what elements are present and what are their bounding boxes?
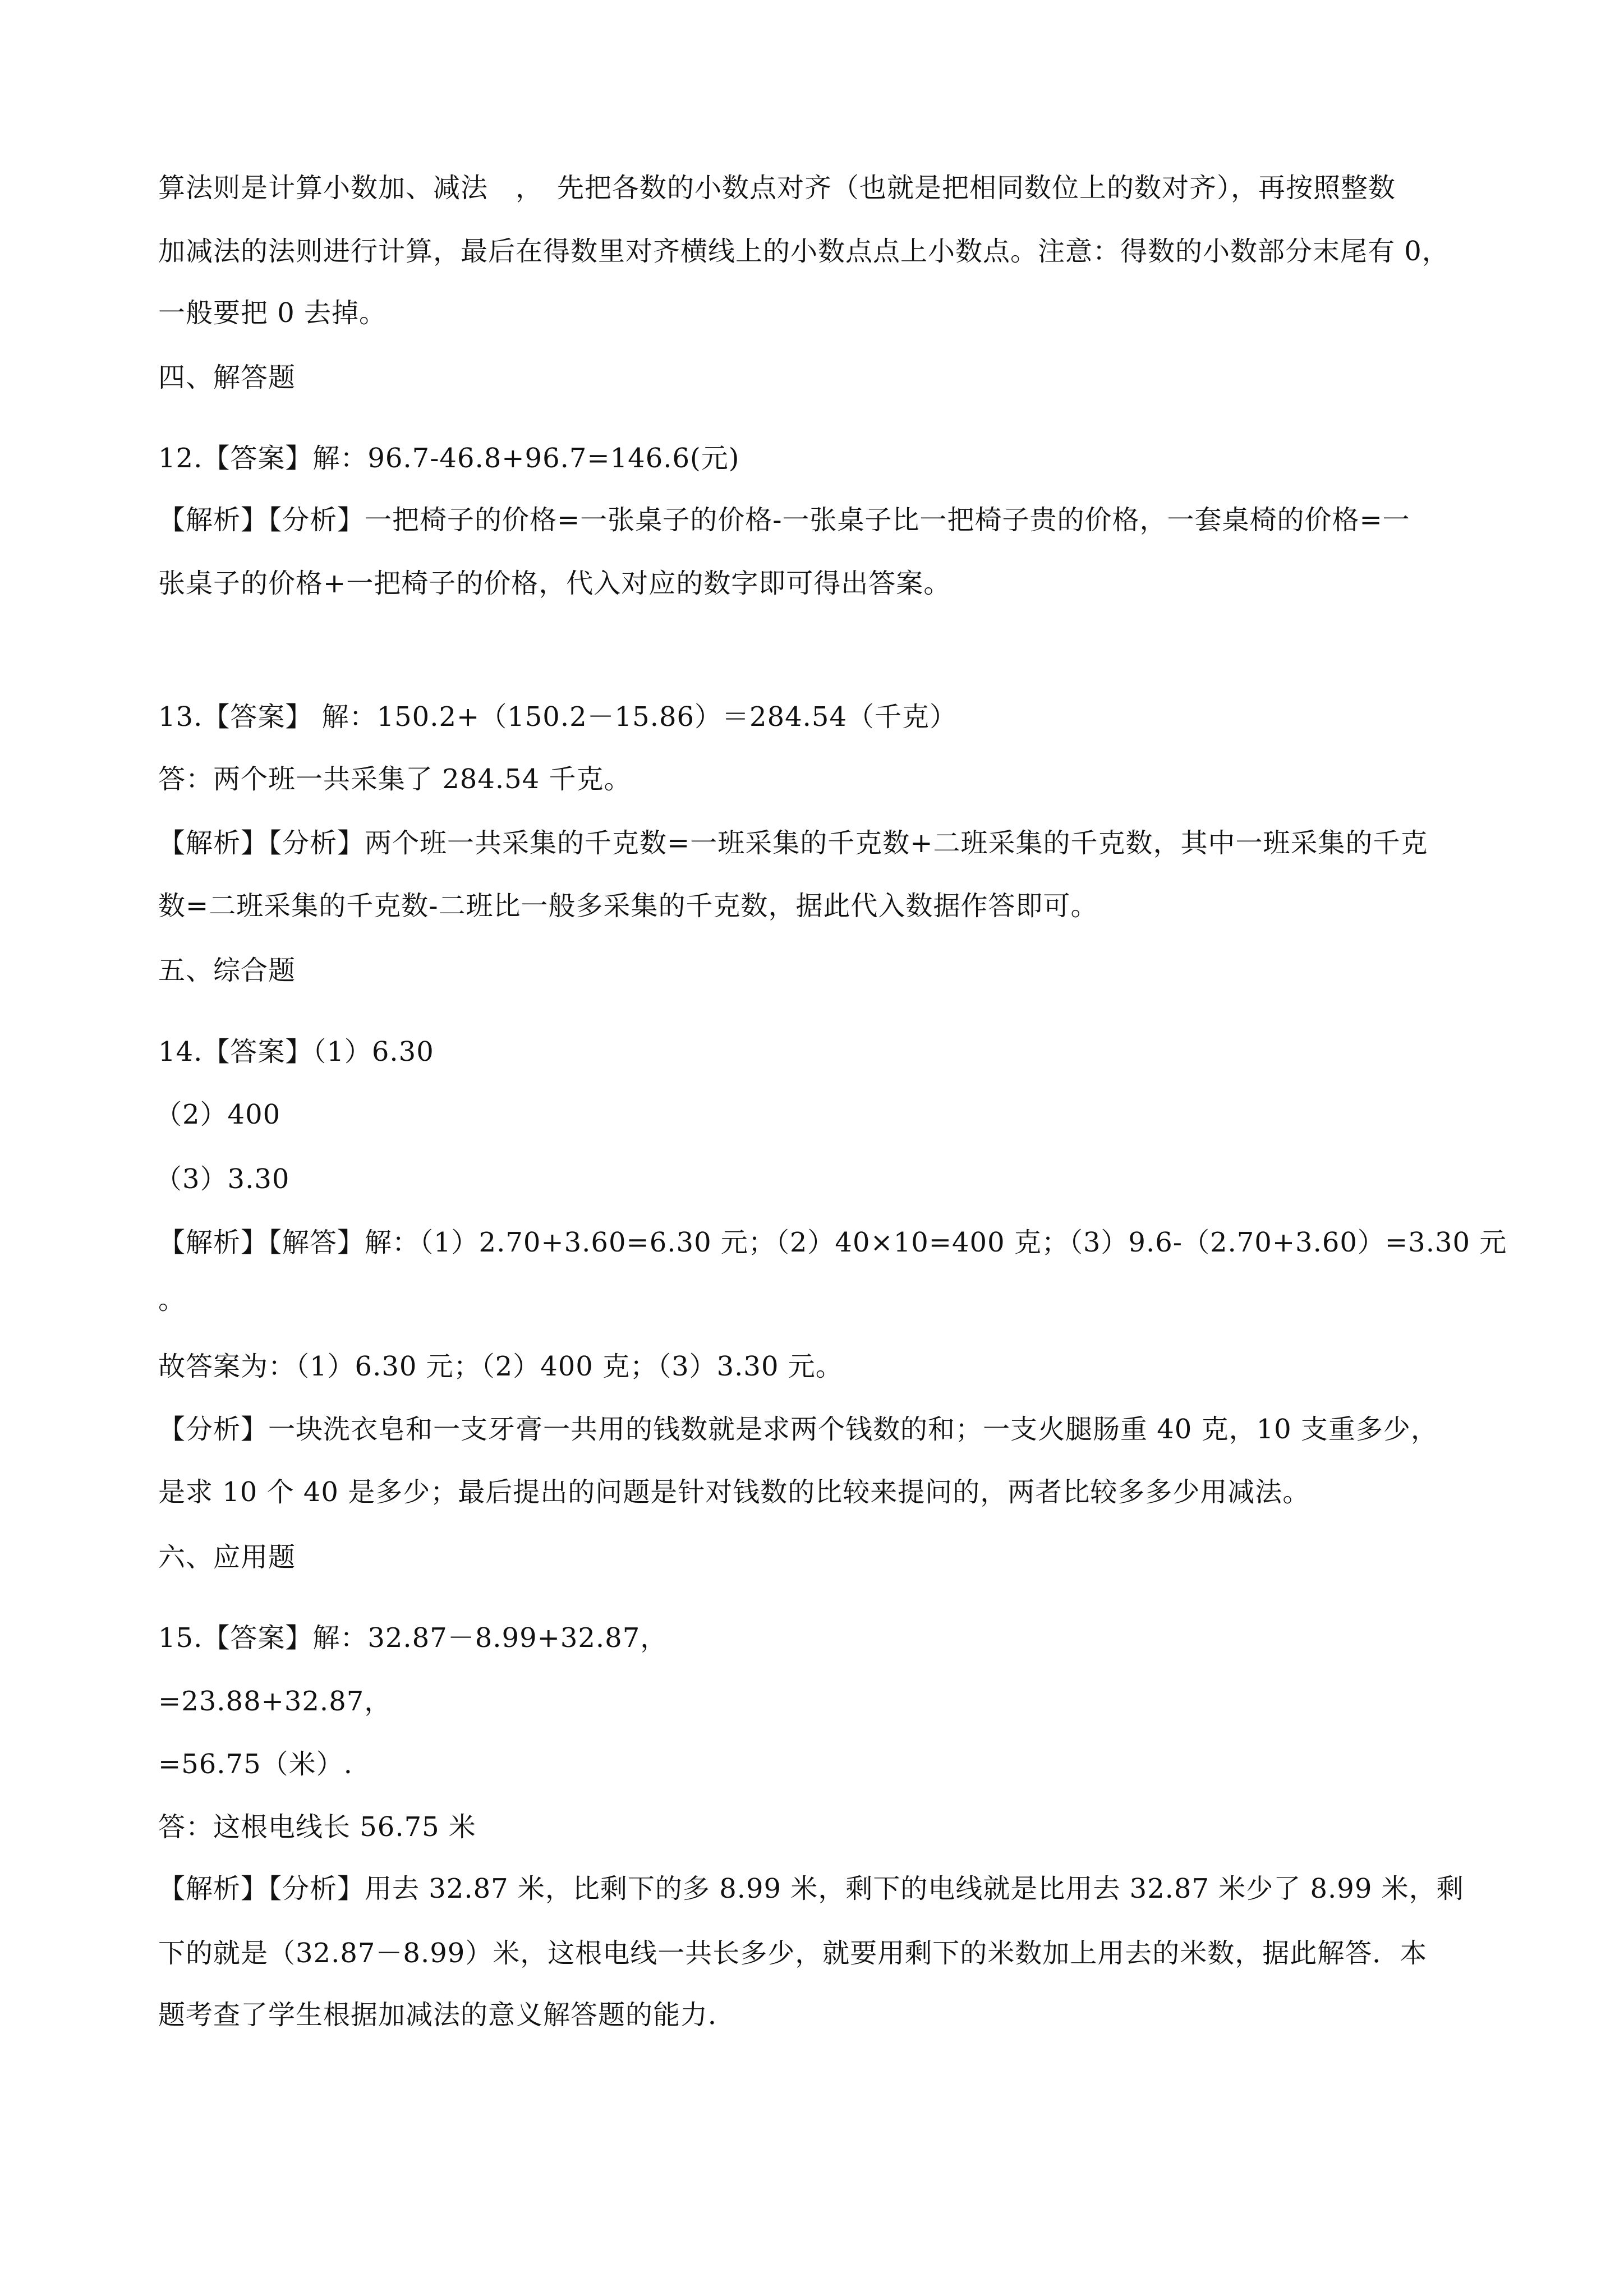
answer-line: 15.【答案】解：32.87－8.99+32.87， xyxy=(158,1622,668,1654)
text-line: 加减法的法则进行计算，最后在得数里对齐横线上的小数点点上小数点。注意：得数的小数部分末尾有 0， xyxy=(158,236,1450,267)
answer-line: 14.【答案】（1）6.30 xyxy=(158,1036,434,1068)
section-heading: 六、应用题 xyxy=(158,1542,296,1573)
text-line: 。 xyxy=(158,1284,186,1315)
text-line: 算法则是计算小数加、减法 ， 先把各数的小数点对齐（也就是把相同数位上的数对齐），再按照整数 xyxy=(158,172,1396,204)
answer-line: 13.【答案】 解：150.2+（150.2－15.86）＝284.54（千克） xyxy=(158,701,958,733)
analysis-line: 张桌子的价格+一把椅子的价格，代入对应的数字即可得出答案。 xyxy=(158,568,951,599)
section-heading: 五、综合题 xyxy=(158,955,296,986)
text-line: 答：两个班一共采集了 284.54 千克。 xyxy=(158,763,632,795)
text-line: 一般要把 0 去掉。 xyxy=(158,297,387,329)
analysis-line: 是求 10 个 40 是多少；最后提出的问题是针对钱数的比较来提问的，两者比较多多少用减法。 xyxy=(158,1476,1310,1508)
answer-line: =56.75（米）. xyxy=(158,1749,353,1780)
answer-line: （3）3.30 xyxy=(155,1163,290,1195)
analysis-line: 下的就是（32.87－8.99）米，这根电线一共长多少，就要用剩下的米数加上用去的米数，据此解答．本 xyxy=(158,1938,1428,1969)
analysis-line: 【解析】【分析】两个班一共采集的千克数=一班采集的千克数+二班采集的千克数，其中一班采集的千克 xyxy=(158,827,1428,859)
answer-line: 12.【答案】解：96.7-46.8+96.7=146.6(元) xyxy=(158,443,740,474)
text-line: 故答案为：（1）6.30 元；（2）400 克；（3）3.30 元。 xyxy=(158,1351,843,1382)
analysis-line: 【解析】【解答】解：（1）2.70+3.60=6.30 元；（2）40×10=400 克；（3）9.6-（2.70+3.60）=3.30 元 xyxy=(158,1227,1507,1258)
analysis-line: 【解析】【分析】一把椅子的价格=一张桌子的价格-一张桌子比一把椅子贵的价格，一套桌椅的价格=一 xyxy=(158,504,1410,536)
section-heading: 四、解答题 xyxy=(158,362,296,393)
answer-line: （2）400 xyxy=(155,1099,281,1130)
text-line: 答：这根电线长 56.75 米 xyxy=(158,1811,476,1843)
analysis-line: 数=二班采集的千克数-二班比一般多采集的千克数，据此代入数据作答即可。 xyxy=(158,890,1098,922)
analysis-line: 题考查了学生根据加减法的意义解答题的能力． xyxy=(158,1999,736,2031)
analysis-line: 【分析】一块洗衣皂和一支牙膏一共用的钱数就是求两个钱数的和；一支火腿肠重 40 克，10 支重多少， xyxy=(158,1414,1438,1445)
answer-line: =23.88+32.87， xyxy=(158,1686,392,1717)
analysis-line: 【解析】【分析】用去 32.87 米，比剩下的多 8.99 米，剩下的电线就是比用去 32.87 米少了 8.99 米，剩 xyxy=(158,1873,1464,1904)
